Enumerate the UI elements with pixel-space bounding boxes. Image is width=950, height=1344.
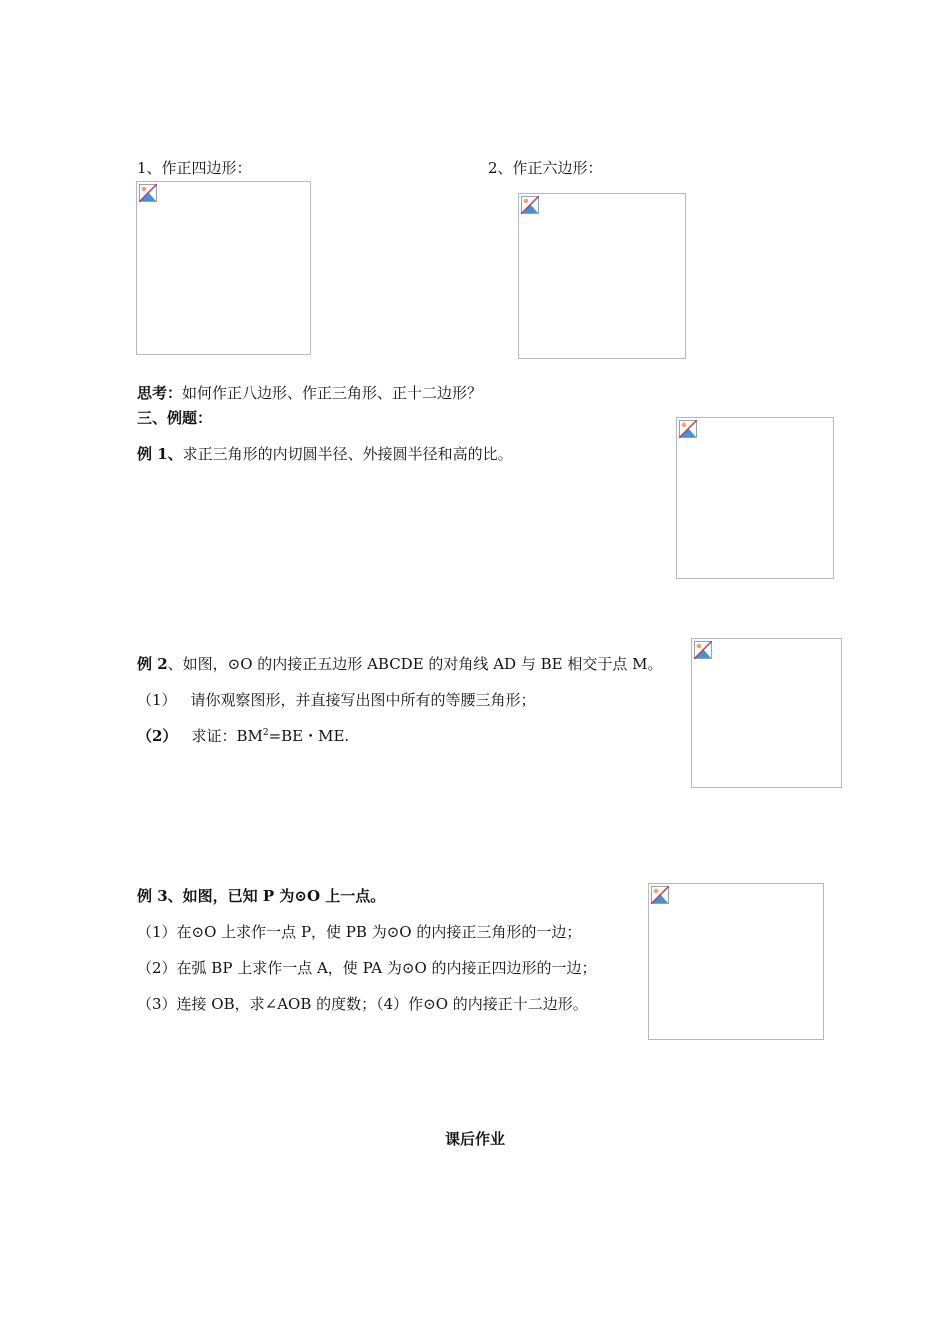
question-hexagon: 2、作正六边形： [488, 159, 603, 177]
broken-image-icon [521, 196, 539, 214]
examples-heading: 三、例题： [137, 409, 213, 427]
example-2-part-1 [137, 690, 536, 710]
example-2-text: 、如图，⊙O 的内接正五边形 ABCDE 的对角线 AD 与 BE 相交于点 M。 [167, 655, 663, 673]
figure-example-1-image [676, 417, 834, 579]
example-3-part-1: （1）在⊙O 上求作一点 P，使 PB 为⊙O 的内接正三角形的一边； [137, 923, 582, 941]
part-2-text-b: =BE・ME. [268, 727, 350, 745]
part-1-text: 请你观察图形，并直接写出图中所有的等腰三角形； [190, 691, 536, 709]
broken-image-icon [139, 184, 157, 202]
broken-image-icon [679, 420, 697, 438]
figure-square-image [136, 181, 311, 355]
example-3-part-3: （3）连接 OB，求∠AOB 的度数；（4）作⊙O 的内接正十二边形。 [137, 995, 588, 1013]
example-2-label: 例 2 [137, 655, 168, 673]
think-text: 如何作正八边形、作正三角形、正十二边形？ [182, 384, 483, 402]
part-1-number: （1） [137, 691, 177, 709]
figure-example-2-image [691, 638, 842, 788]
homework-title: 课后作业 [444, 1130, 505, 1148]
question-square: 1、作正四边形： [137, 159, 252, 177]
example-1-label: 例 1、 [137, 445, 183, 463]
broken-image-icon [694, 641, 712, 659]
part-2-exponent: 2 [262, 728, 269, 738]
part-2-text-a: 求证：BM [191, 727, 263, 745]
think-line [137, 383, 482, 403]
example-2 [137, 654, 662, 674]
example-1 [137, 444, 513, 464]
broken-image-icon [651, 886, 669, 904]
example-3-heading: 例 3、如图，已知 P 为⊙O 上一点。 [137, 887, 386, 905]
figure-hexagon-image [518, 193, 686, 359]
example-3-part-2: （2）在弧 BP 上求作一点 A，使 PA 为⊙O 的内接正四边形的一边； [137, 959, 597, 977]
example-1-text: 求正三角形的内切圆半径、外接圆半径和高的比。 [182, 445, 513, 463]
think-label: 思考： [137, 384, 183, 402]
part-2-number: （2） [137, 727, 178, 745]
figure-example-3-image [648, 883, 824, 1040]
example-2-part-2 [137, 726, 349, 746]
